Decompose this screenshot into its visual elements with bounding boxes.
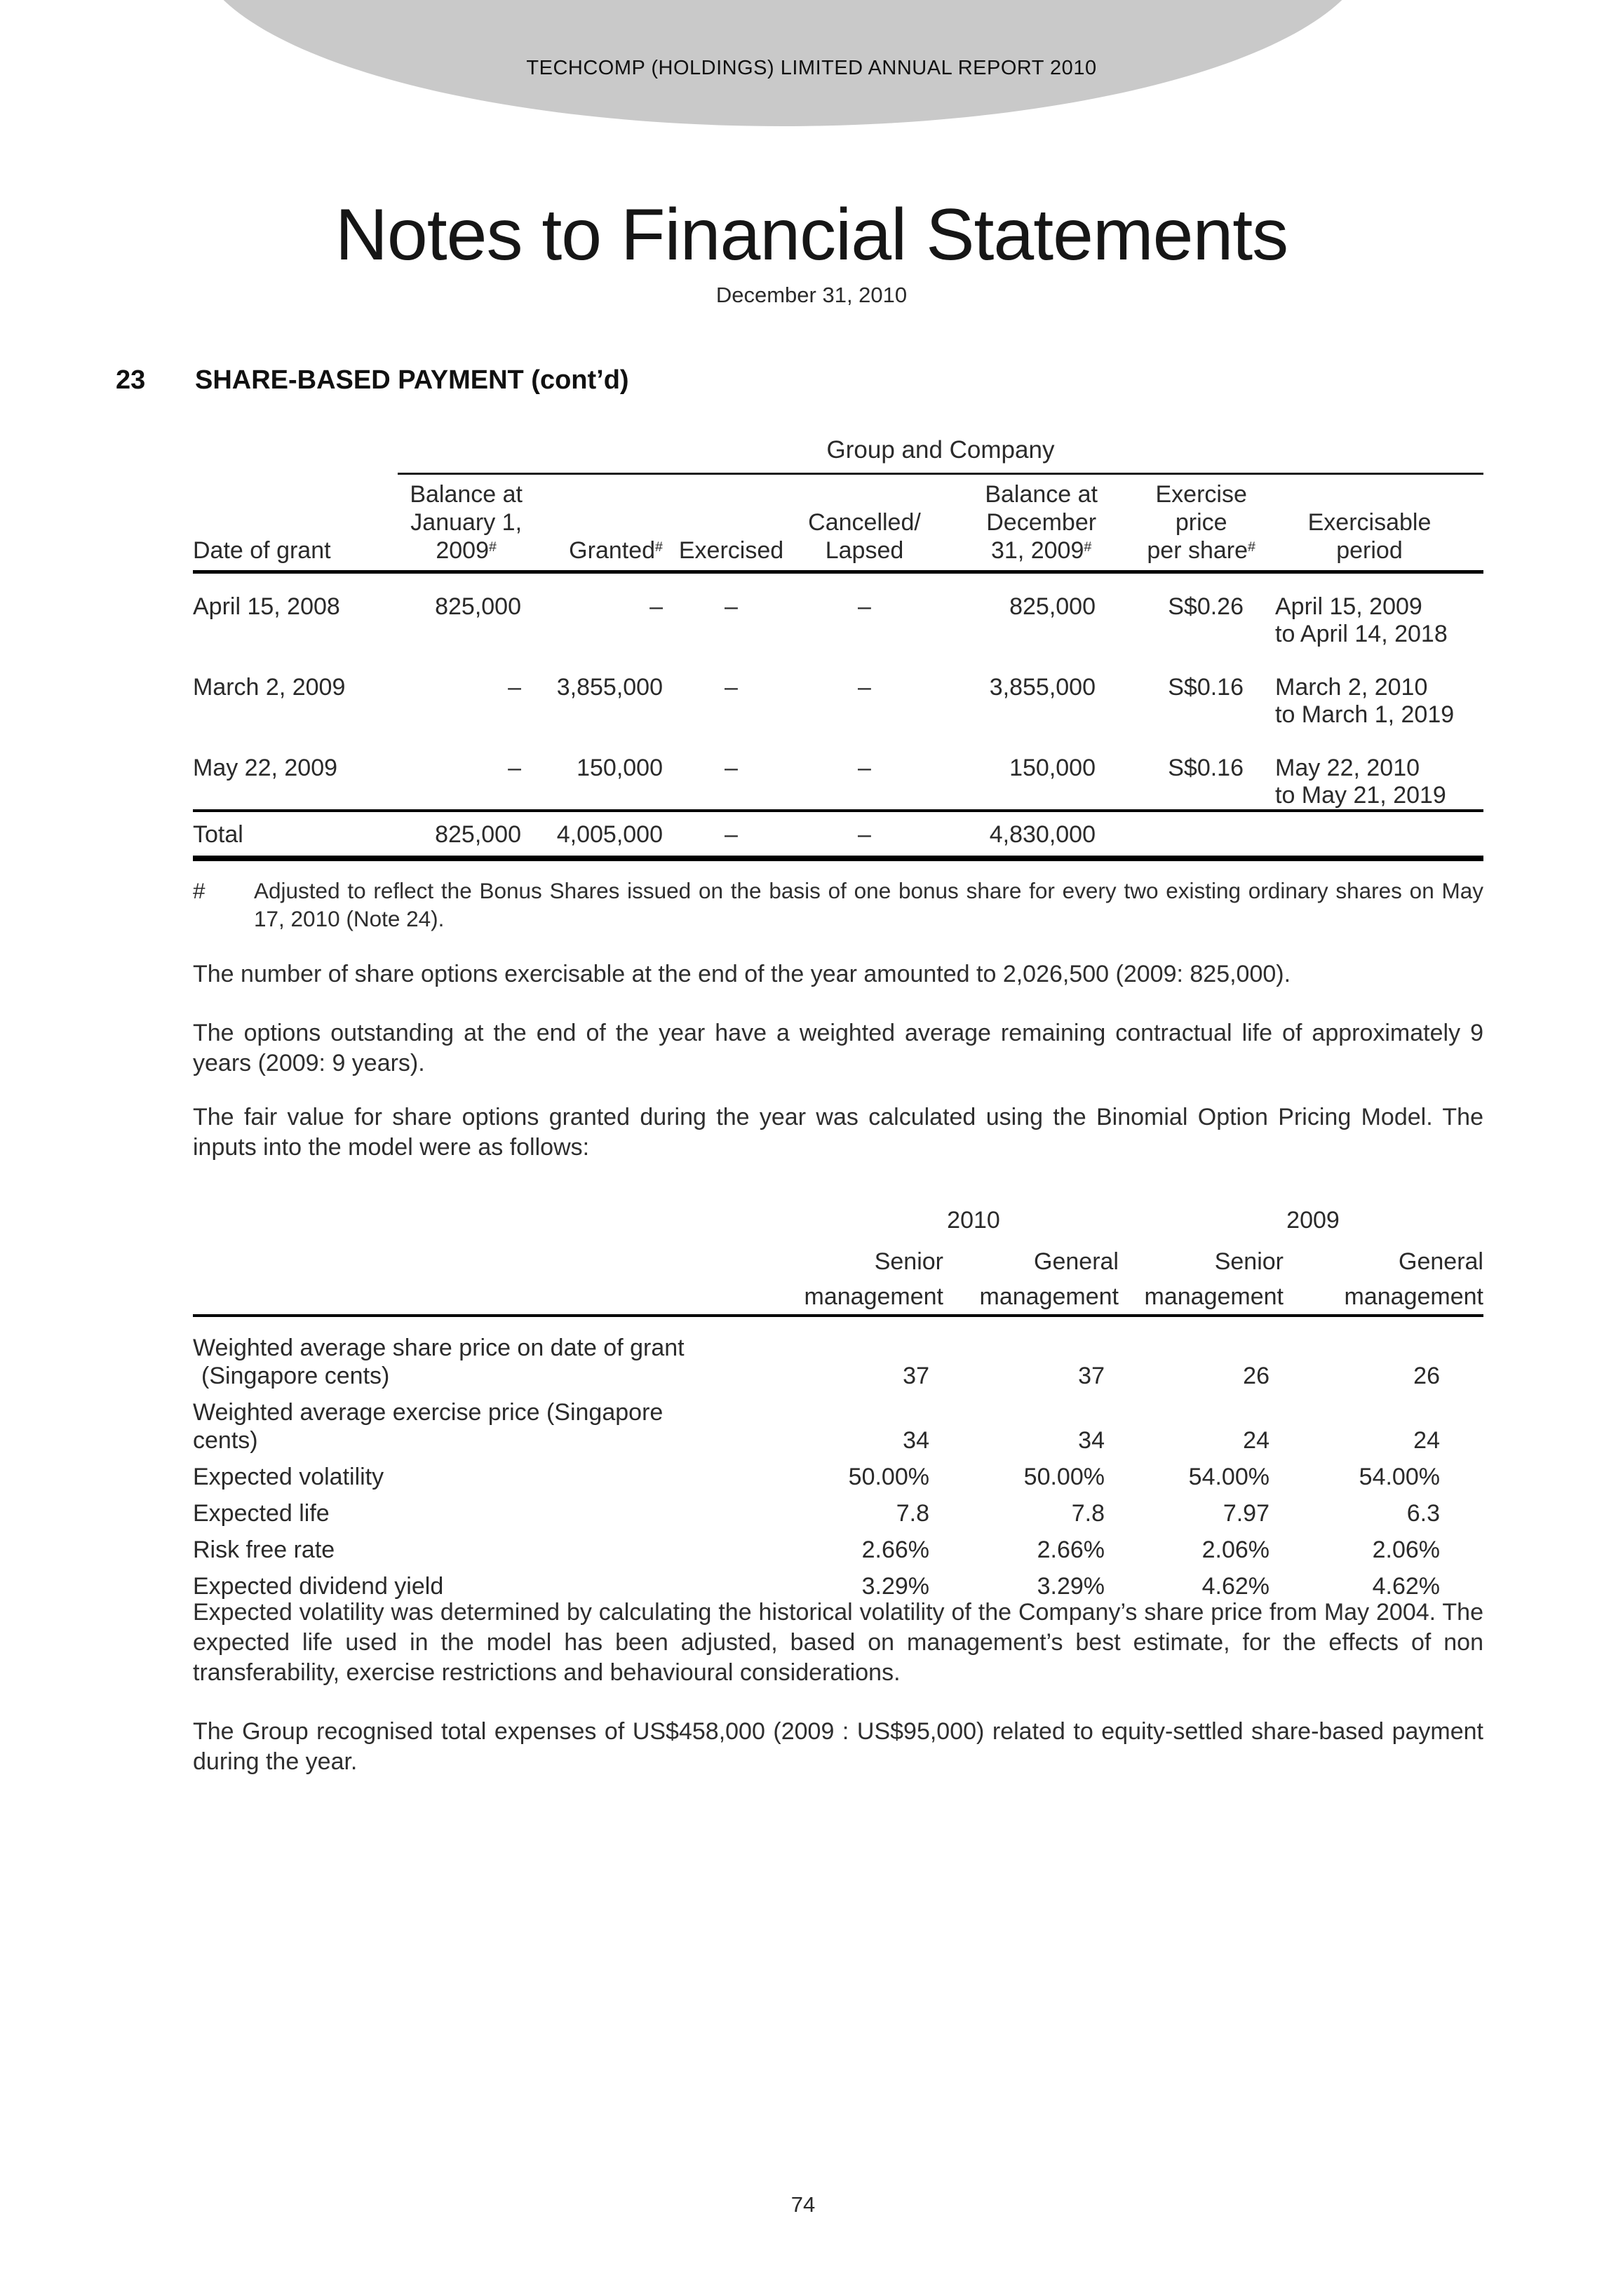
inputs-row-label-line: Risk free rate (193, 1537, 335, 1563)
options-header-cell (403, 480, 523, 565)
inputs-table-row (193, 1463, 1483, 1491)
inputs-table-value: 50.00% (848, 1464, 929, 1490)
inputs-table-row (193, 1536, 1483, 1564)
section-heading (116, 365, 1483, 396)
inputs-row-label-line: (Singapore cents) (201, 1363, 390, 1389)
inputs-row-label-line: Expected volatility (193, 1464, 384, 1490)
options-header-cell (929, 480, 1098, 565)
inputs-table-value: 26 (1413, 1363, 1440, 1389)
options-table-cell: – (725, 674, 738, 701)
inputs-table-value: 2.06% (1201, 1537, 1270, 1563)
inputs-table-row (193, 1499, 1483, 1527)
options-total-cell: – (858, 821, 871, 848)
page-title: Notes to Financial Statements (335, 194, 1288, 276)
paragraph-volatility-basis: Expected volatility was determined by calculating the historical volatility of the Company’s share price from May 2004. The expected life used in the model has been adjusted, based on management’s best estimate, for the effects of non transferability, exercise restrictions and behavioural considerations. (193, 1599, 1483, 1686)
options-header-lines: Exercise price per share# (1147, 481, 1255, 564)
share-options-table-body (193, 593, 1483, 809)
options-table-cell: 825,000 (1009, 593, 1096, 620)
options-header-cell (1098, 480, 1255, 565)
options-total-cell: 4,830,000 (989, 821, 1096, 848)
model-inputs-table-body (193, 1334, 1483, 1600)
options-table-cell: S$0.16 (1168, 755, 1244, 781)
inputs-row-label-line: Expected dividend yield (193, 1573, 444, 1600)
section-title: SHARE-BASED PAYMENT (cont’d) (195, 365, 629, 395)
footnote (193, 877, 1483, 933)
options-table-row (193, 674, 1483, 729)
options-table-cell: May 22, 2010 to May 21, 2019 (1275, 755, 1446, 809)
options-table-cell: – (858, 593, 871, 620)
inputs-row-label-line: Weighted average exercise price (Singapore cents) (193, 1399, 664, 1454)
date-line: December 31, 2010 (715, 283, 908, 307)
options-table-cell: S$0.26 (1168, 593, 1244, 620)
group-company-span-header: Group and Company (398, 436, 1483, 475)
options-header-lines: Exercised (678, 537, 784, 564)
section-number: 23 (116, 365, 146, 395)
options-table-cell: – (725, 755, 738, 781)
footnote-text: Adjusted to reflect the Bonus Shares issued on the basis of one bonus share for every two existing ordinary shares on May 17, 2010 (Note 24). (254, 878, 1483, 931)
options-table-cell: 150,000 (1009, 755, 1096, 781)
options-table-cell: – (858, 674, 871, 701)
inputs-table-value: 26 (1243, 1363, 1270, 1389)
options-table-cell: 825,000 (435, 593, 521, 620)
options-table-row (193, 755, 1483, 809)
inputs-table-value: 4.62% (1372, 1573, 1440, 1600)
inputs-table-value: 4.62% (1201, 1573, 1270, 1600)
year-group-2010: 2010 (947, 1207, 1000, 1234)
options-table-cell: – (649, 593, 663, 620)
inputs-table-value: 24 (1243, 1427, 1270, 1454)
options-header-cell (193, 536, 403, 565)
options-table-cell: 150,000 (577, 755, 663, 781)
inputs-row-label (193, 1499, 712, 1527)
inputs-row-label (193, 1463, 712, 1491)
inputs-table-value: 34 (1078, 1427, 1105, 1454)
options-table-cell: April 15, 2009 to April 14, 2018 (1275, 593, 1448, 647)
paragraph-fair-value-intro: The fair value for share options granted during the year was calculated using the Binomial Option Pricing Model. The inputs into the model were as follows: (193, 1104, 1483, 1161)
inputs-header-cell: General management (1344, 1248, 1483, 1310)
options-table-cell: March 2, 2009 (193, 674, 346, 701)
options-table-cell: April 15, 2008 (193, 593, 340, 620)
inputs-table-value: 7.8 (1071, 1500, 1105, 1527)
options-header-cell (663, 536, 800, 565)
options-header-lines: Exercisable period (1307, 509, 1432, 564)
share-options-table (193, 436, 1483, 861)
options-header-cell (800, 508, 929, 565)
inputs-table-value: 7.8 (896, 1500, 929, 1527)
options-total-cell: Total (193, 821, 243, 848)
inputs-table-value: 7.97 (1223, 1500, 1270, 1527)
options-header-lines: Cancelled/ Lapsed (808, 509, 921, 564)
options-table-cell: – (508, 755, 521, 781)
options-table-cell: 3,855,000 (556, 674, 663, 701)
inputs-row-label (193, 1536, 712, 1564)
paragraph-options-exercisable: The number of share options exercisable at the end of the year amounted to 2,026,500 (2009: 825,000). (193, 961, 1291, 987)
options-header-lines: Balance at January 1, 2009# (410, 481, 523, 564)
options-table-cell: 3,855,000 (989, 674, 1096, 701)
options-header-lines: Balance at December 31, 2009# (985, 481, 1098, 564)
report-banner-text: TECHCOMP (HOLDINGS) LIMITED ANNUAL REPORT 2010 (526, 57, 1097, 79)
options-table-cell: – (725, 593, 738, 620)
inputs-table-value: 24 (1413, 1427, 1440, 1454)
paragraph-total-expenses: The Group recognised total expenses of US$458,000 (2009 : US$95,000) related to equity-settled share-based payment during the year. (193, 1718, 1483, 1775)
inputs-row-label-line: Expected life (193, 1500, 330, 1527)
footnote-marker: # (193, 878, 206, 903)
options-table-cell: – (508, 674, 521, 701)
inputs-header-cell: General management (979, 1248, 1119, 1310)
options-header-cell (1255, 508, 1483, 565)
options-table-cell: May 22, 2009 (193, 755, 338, 781)
inputs-row-label (193, 1334, 712, 1390)
options-table-cell: March 2, 2010 to March 1, 2019 (1275, 674, 1455, 728)
inputs-table-value: 54.00% (1359, 1464, 1440, 1490)
inputs-table-value: 37 (1078, 1363, 1105, 1389)
inputs-header-cell: Senior management (804, 1248, 943, 1310)
inputs-table-value: 2.66% (861, 1537, 929, 1563)
options-total-cell (1255, 821, 1483, 849)
options-table-row (193, 593, 1483, 648)
options-table-cell: – (858, 755, 871, 781)
page-number: 74 (790, 2192, 816, 2217)
options-total-cell: 4,005,000 (556, 821, 663, 848)
inputs-table-value: 54.00% (1188, 1464, 1270, 1490)
inputs-table-value: 37 (903, 1363, 929, 1389)
inputs-table-row (193, 1398, 1483, 1454)
model-inputs-table (193, 1192, 1483, 1600)
inputs-table-value: 3.29% (861, 1573, 929, 1600)
options-total-cell: 825,000 (435, 821, 521, 848)
options-header-lines: Date of grant (193, 537, 331, 564)
options-total-cell (1098, 821, 1255, 849)
paragraph-contractual-life: The options outstanding at the end of the year have a weighted average remaining contractual life of approximately 9 years (2009: 9 years). (193, 1020, 1483, 1076)
model-inputs-year-row (193, 1192, 1483, 1234)
inputs-table-value: 50.00% (1023, 1464, 1105, 1490)
share-options-table-total-row (193, 809, 1483, 861)
inputs-table-value: 3.29% (1037, 1573, 1105, 1600)
inputs-table-value: 6.3 (1406, 1500, 1440, 1527)
inputs-header-cell: Senior management (1144, 1248, 1284, 1310)
inputs-table-value: 34 (903, 1427, 929, 1454)
inputs-row-label (193, 1572, 712, 1600)
model-inputs-table-header (193, 1244, 1483, 1317)
inputs-table-row (193, 1334, 1483, 1390)
inputs-table-value: 2.66% (1037, 1537, 1105, 1563)
options-header-lines: Granted# (569, 537, 663, 564)
year-group-2009: 2009 (1286, 1207, 1340, 1234)
options-total-cell: – (725, 821, 738, 848)
inputs-row-label (193, 1398, 712, 1454)
options-header-cell (523, 536, 663, 565)
inputs-table-row (193, 1572, 1483, 1600)
share-options-table-header (193, 480, 1483, 574)
inputs-table-value: 2.06% (1372, 1537, 1440, 1563)
inputs-row-label-line: Weighted average share price on date of grant (193, 1335, 685, 1361)
options-table-cell: S$0.16 (1168, 674, 1244, 701)
